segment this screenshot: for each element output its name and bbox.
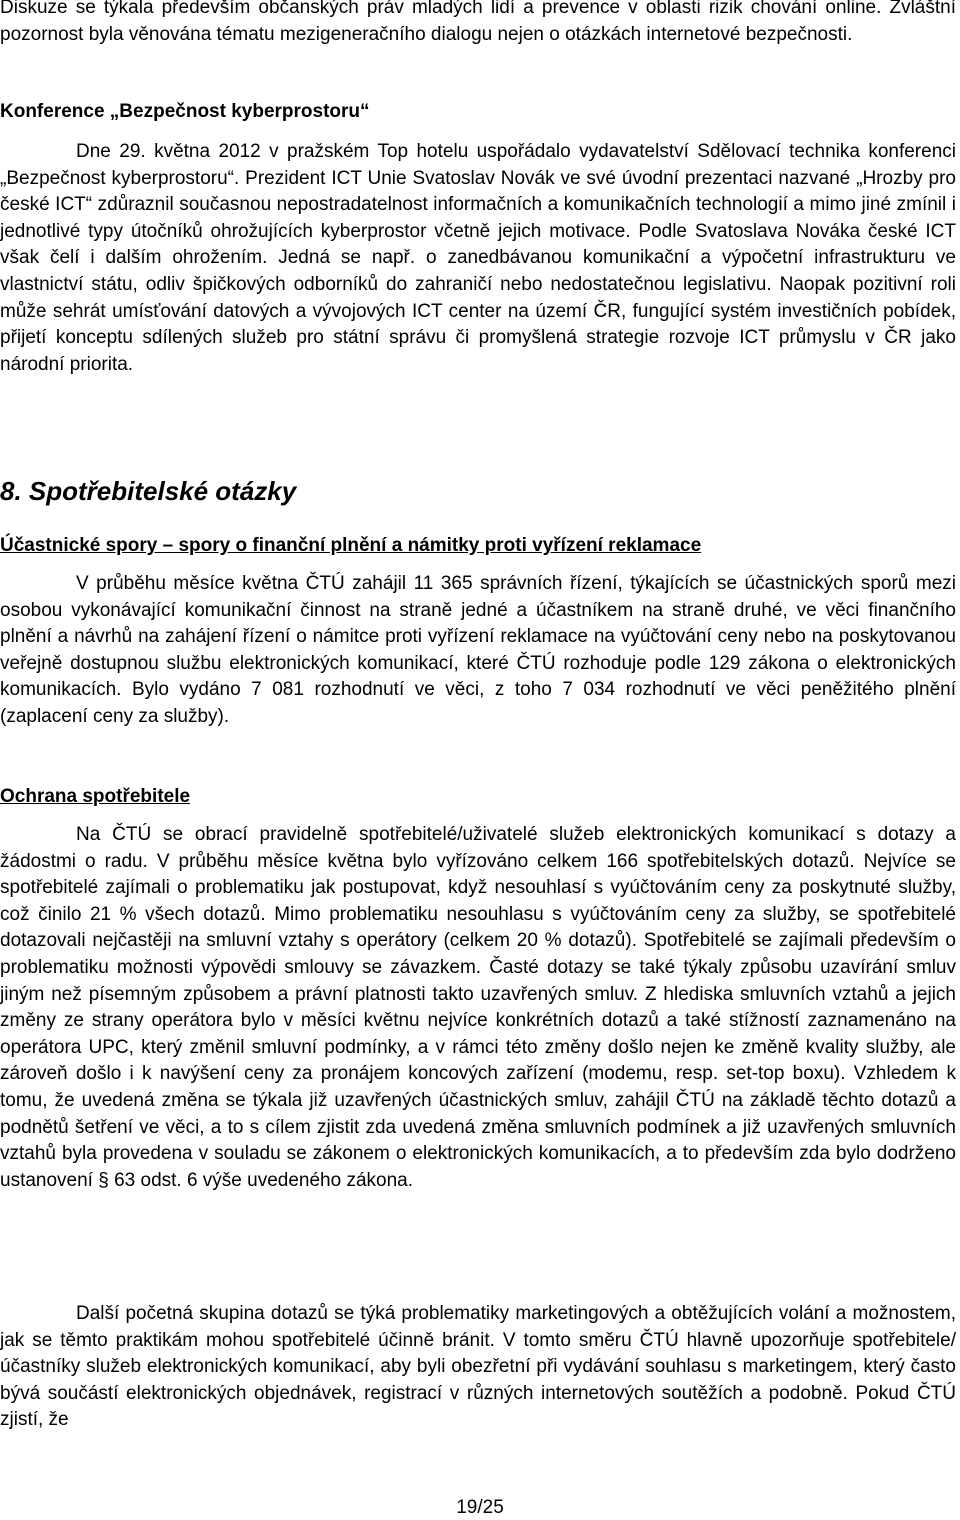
section-heading: 8. Spotřebitelské otázky: [0, 476, 297, 506]
consumer-paragraph-2: Další početná skupina dotazů se týká problematiky marketingových a obtěžujících volání a možnostem, jak se těmto praktikám mohou spotřebitelé účinně bránit. V tomto směru ČTÚ hlavně upozorňuje spotřebitele/účastníky služeb elektronických komunikací, aby byli obezřetní při vydávání souhlasu s marketingem, který často bývá součástí elektronických objednávek, registrací v různých internetových soutěžích a podobně. Pokud ČTÚ zjistí, že: [0, 1303, 956, 1431]
disputes-heading: Účastnické spory – spory o finanční plnění a námitky proti vyřízení reklamace: [0, 535, 702, 556]
consumer-paragraph-1: Na ČTÚ se obrací pravidelně spotřebitelé/uživatelé služeb elektronických komunikací s dotazy a žádostmi o radu. V průběhu měsíce května bylo vyřízováno celkem 166 spotřebitelských dotazů. Nejvíce se spotřebitelé zajímali o problematiku jak postupovat, když nesouhlasí s vyúčtováním ceny za poskytnuté služby, což činilo 21 % všech dotazů. Mimo problematiku nesouhlasu s vyúčtováním ceny za služby, se spotřebitelé dotazovali nejčastěji na smluvní vztahy s operátory (celkem 20 % dotazů). Spotřebitelé se zajímali především o problematiku možnosti výpovědi smlouvy se závazkem. Časté dotazy se také týkaly způsobu uzavírání smluv jiným než písemným způsobem a právní platnosti takto uzavřených smluv. Z hlediska smluvních vztahů a jejich změny ze strany operátora bylo v měsíci květnu nejvíce konkrétních dotazů a také stížností zaznamenáno na operátora UPC, který změnil smluvní podmínky, a v rámci této změny došlo nejen ke změně kvality služby, ale zároveň došlo i k navýšení ceny za pronájem koncových zařízení (modemu, resp. set-top boxu). Vzhledem k tomu, že uvedená změna se týkala již uzavřených účastnických smluv, zahájil ČTÚ na základě těchto dotazů a podnětů šetření ve věci, a to s cílem zjistit zda uvedená změna smluvních podmínek a již uzavřených smluvních vztahů byla provedena v souladu se zákonem o elektronických komunikacích, a to především zda bylo dodrženo ustanovení § 63 odst. 6 výše uvedeného zákona.: [0, 824, 956, 1191]
consumer-heading: Ochrana spotřebitele: [0, 786, 191, 807]
conference-heading: Konference „Bezpečnost kyberprostoru“: [0, 101, 370, 122]
intro-paragraph: Diskuze se týkala především občanských práv mladých lidí a prevence v oblasti rizik chování online. Zvláštní pozornost byla věnována tématu mezigeneračního dialogu nejen o otázkách internetové bezpečnosti.: [0, 0, 956, 45]
disputes-paragraph: V průběhu měsíce května ČTÚ zahájil 11 365 správních řízení, týkajících se účastnických sporů mezi osobou vykonávající komunikační činnost na straně jedné a účastníkem na straně druhé, ve věci finančního plnění a návrhů na zahájení řízení o námitce proti vyřízení reklamace na vyúčtování ceny nebo na poskytovanou veřejně dostupnou službu elektronických komunikací, které ČTÚ rozhoduje podle 129 zákona o elektronických komunikacích. Bylo vydáno 7 081 rozhodnutí ve věci, z toho 7 034 rozhodnutí ve věci peněžitého plnění (zaplacení ceny za služby).: [0, 573, 956, 727]
conference-paragraph: Dne 29. května 2012 v pražském Top hotelu uspořádalo vydavatelství Sdělovací technika konferenci „Bezpečnost kyberprostoru“. Prezident ICT Unie Svatoslav Novák ve své úvodní prezentaci nazvané „Hrozby pro české ICT“ zdůraznil současnou nepostradatelnost informačních a komunikačních technologií a mimo jiné zmínil i jednotlivé typy útočníků ohrožujících kyberprostor včetně jejich motivace. Podle Svatoslava Nováka české ICT však čelí i dalším ohrožením. Jedná se např. o zanedbávanou komunikační a výpočetní infrastrukturu ve vlastnictví státu, odliv špičkových odborníků do zahraničí nebo nedostatečnou legislativu. Naopak pozitivní roli může sehrát umísťování datových a vývojových ICT center na území ČR, fungující systém investičních pobídek, přijetí konceptu sdílených služeb pro státní správu či promyšlená strategie rozvoje ICT průmyslu v ČR jako národní priorita.: [0, 141, 956, 375]
page-number: 19/25: [456, 1497, 504, 1518]
